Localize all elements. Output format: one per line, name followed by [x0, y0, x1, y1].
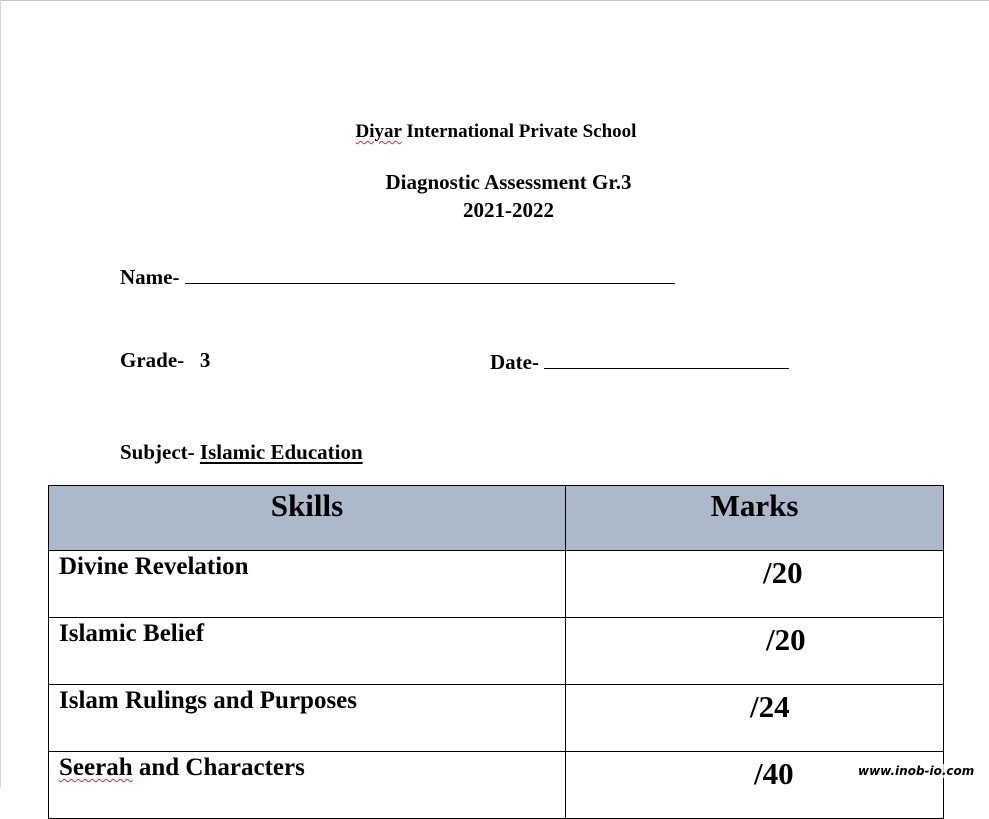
mark-value: /20 [763, 555, 803, 590]
skill-cell [49, 752, 566, 819]
grade-label: Grade- [120, 348, 185, 372]
mark-value: /20 [766, 622, 806, 657]
school-name-rest: International Private School [401, 121, 637, 142]
mark-cell [566, 685, 944, 752]
watermark: www.inob-io.com [858, 764, 975, 778]
table-row [49, 685, 944, 752]
grade-field [120, 348, 210, 373]
name-label: Name- [120, 265, 180, 289]
mark-cell [566, 752, 944, 819]
marks-column-header: Marks [566, 486, 944, 551]
skills-column-header: Skills [49, 486, 566, 551]
table-row [49, 752, 944, 819]
page-edge-left [0, 0, 1, 788]
skill-first-word: Seerah [59, 754, 133, 781]
page-edge-top [0, 0, 989, 1]
date-blank-line[interactable] [544, 348, 789, 369]
subject-label: Subject- [120, 440, 195, 464]
skill-cell: Islam Rulings and Purposes [49, 685, 566, 752]
table-row [49, 551, 944, 618]
skills-marks-table [48, 485, 944, 819]
table-row [49, 618, 944, 685]
table-header-row [49, 486, 944, 551]
school-name-first-word: Diyar [355, 121, 402, 142]
academic-year: 2021-2022 [463, 198, 554, 222]
mark-value: /40 [754, 756, 794, 791]
name-blank-line[interactable] [185, 263, 675, 284]
date-label: Date- [490, 350, 539, 374]
grade-value: 3 [199, 348, 211, 372]
subject-value: Islamic Education [199, 440, 363, 464]
assessment-title: Diagnostic Assessment Gr.3 [385, 170, 632, 194]
mark-cell [566, 551, 944, 618]
mark-cell [566, 618, 944, 685]
subject-field [120, 440, 363, 465]
skill-cell: Divine Revelation [49, 551, 566, 618]
school-name [0, 121, 989, 143]
mark-value: /24 [750, 689, 790, 724]
skill-rest: and Characters [132, 754, 305, 781]
name-field [120, 263, 675, 290]
skill-cell: Islamic Belief [49, 618, 566, 685]
date-field [490, 348, 789, 375]
